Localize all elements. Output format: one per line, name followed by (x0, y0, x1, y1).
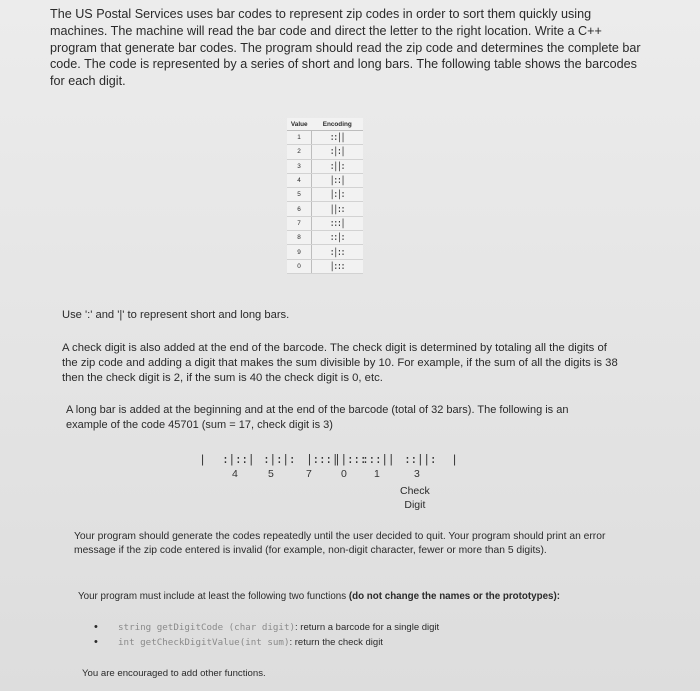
barcode-digit: 0 (341, 468, 347, 480)
function-description: : return a barcode for a single digit (295, 622, 440, 633)
functions-list (94, 620, 439, 650)
encoding-bars: ||:: (330, 203, 345, 215)
barcode-digit: 5 (268, 468, 274, 480)
barcode-digit: 7 (306, 468, 312, 480)
table-encoding (312, 231, 364, 245)
list-item (94, 635, 439, 650)
table-value: 8 (287, 231, 312, 245)
table-encoding (312, 202, 364, 216)
barcode-digit: 4 (232, 468, 238, 480)
function-description: : return the check digit (289, 637, 383, 648)
encoding-header: Encoding (312, 118, 364, 131)
table-value: 5 (287, 188, 312, 202)
table-value: 1 (287, 131, 312, 145)
table-row (287, 202, 363, 216)
bullet-icon: • (94, 636, 98, 648)
encoding-bars: |:|: (330, 189, 345, 201)
table-encoding (312, 245, 364, 259)
long-bar-paragraph: A long bar is added at the beginning and at the end of the barcode (total of 32 bars). The following is an example of the code 45701 (sum = 17, check digit is 3) (66, 404, 569, 431)
table-value: 9 (287, 245, 312, 259)
check-digit-paragraph: A check digit is also added at the end of the barcode. The check digit is determined by totaling all the digits of the zip code and adding a digit that makes the sum divisible by 10. For example, if the sum of all the digits is 38 then the check digit is 2, if the sum is 40 the check digit is 0, etc. (62, 342, 618, 384)
encoding-bars: :|:: (330, 246, 345, 258)
encoding-bars: ::|| (330, 132, 345, 144)
bar-symbol-note: Use ':' and '|' to represent short and long bars. (62, 309, 290, 321)
functions-intro-text: Your program must include at least the following two functions (78, 591, 349, 602)
table-value: 2 (287, 145, 312, 159)
table-value: 0 (287, 259, 312, 273)
table-row (287, 231, 363, 245)
table-encoding (312, 216, 364, 230)
encoding-bars: |::| (330, 175, 345, 187)
table-encoding (312, 159, 364, 173)
barcode-digit: 1 (374, 468, 380, 480)
functions-intro (78, 590, 618, 604)
check-digit-label (400, 484, 430, 512)
barcode-group: :|:|: (263, 452, 296, 466)
table-row (287, 159, 363, 173)
encoding-table (287, 118, 363, 274)
encoding-bars: :||: (330, 160, 345, 172)
table-value: 7 (287, 216, 312, 230)
repeat-paragraph: Your program should generate the codes repeatedly until the user decided to quit. Your program should print an error message if the zip code entered is invalid (for example, non-digit character, fewer or more than 5 digits). (74, 531, 606, 557)
check-label-line: Check (400, 485, 430, 497)
value-header: Value (287, 118, 312, 131)
table-row (287, 173, 363, 187)
encoding-bars: |::: (330, 260, 345, 272)
encoding-bars: :|:| (330, 146, 345, 158)
encoding-bars: :::| (330, 217, 345, 229)
barcode-group: ::||: (404, 452, 437, 466)
list-item (94, 620, 439, 635)
check-label-line: Digit (404, 499, 426, 511)
table-header-row (287, 118, 363, 131)
table-value: 6 (287, 202, 312, 216)
table-value: 3 (287, 159, 312, 173)
table-row (287, 131, 363, 145)
function-prototype: string getDigitCode (char digit) (118, 622, 296, 633)
functions-intro-bold: (do not change the names or the prototypes): (348, 591, 561, 602)
barcode-group: :::|| (362, 452, 395, 466)
encourage-paragraph: You are encouraged to add other functions. (82, 668, 266, 679)
table-row (287, 245, 363, 259)
intro-paragraph: The US Postal Services uses bar codes to represent zip codes in order to sort them quickly using machines. The machine will read the bar code and direct the letter to the right location. Write a C++ program that generate bar codes. The program should read the zip code and determines the complete bar code. The code is represented by a series of short and long bars. The following table shows the barcodes for each digit. (50, 7, 641, 89)
encoding-bars: ::|: (330, 232, 345, 244)
start-long-bar: | (201, 452, 204, 466)
table-value: 4 (287, 173, 312, 187)
table-encoding (312, 259, 364, 273)
table-row (287, 259, 363, 273)
table-encoding (312, 188, 364, 202)
barcode-group: :|::| (222, 452, 255, 466)
table-encoding (312, 131, 364, 145)
function-prototype: int getCheckDigitValue(int sum) (118, 637, 290, 648)
bullet-icon: • (94, 621, 98, 633)
table-encoding (312, 173, 364, 187)
barcode-digit: 3 (414, 468, 420, 480)
table-encoding (312, 145, 364, 159)
table-row (287, 145, 363, 159)
barcode-group: ||::: (334, 452, 367, 466)
table-row (287, 188, 363, 202)
barcode-group: |:::| (306, 452, 339, 466)
end-long-bar: | (453, 452, 456, 466)
table-row (287, 216, 363, 230)
